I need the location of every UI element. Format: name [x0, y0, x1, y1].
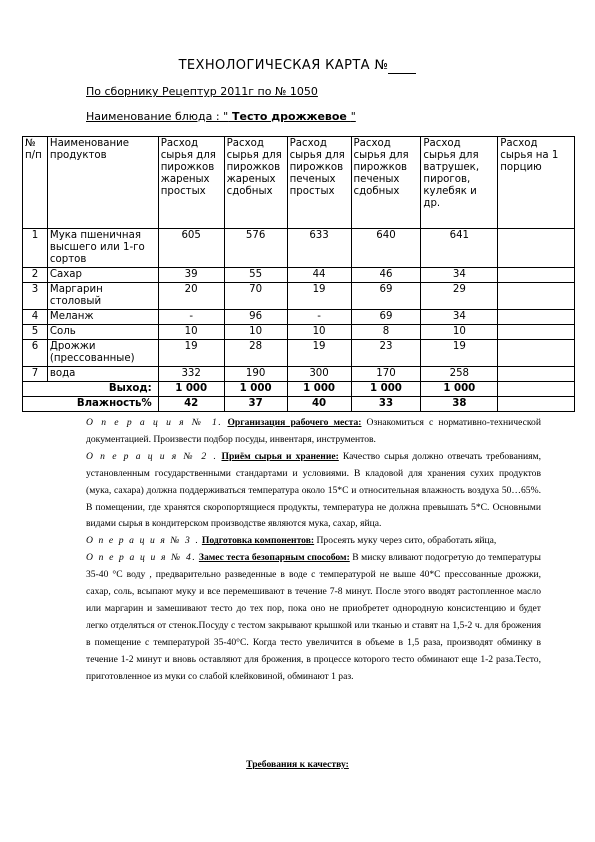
row-product: Маргарин столовый — [47, 283, 158, 310]
doc-title-text: ТЕХНОЛОГИЧЕСКАЯ КАРТА № — [178, 58, 389, 73]
table-row — [23, 229, 575, 268]
humidity-row — [23, 397, 575, 412]
card-number-blank — [388, 58, 416, 74]
col-header-portion: Расход сырья на 1 порцию — [498, 137, 575, 229]
table-row — [23, 310, 575, 325]
row-value: 332 — [158, 367, 224, 382]
operation-4 — [86, 550, 541, 685]
row-value: 300 — [287, 367, 351, 382]
row-value — [498, 340, 575, 367]
row-value: 20 — [158, 283, 224, 310]
operation-1-label: О п е р а ц и я № 1. — [86, 417, 223, 428]
table-row — [23, 283, 575, 310]
row-value: 34 — [421, 310, 498, 325]
humidity-value: 40 — [287, 397, 351, 412]
row-number: 4 — [23, 310, 48, 325]
row-value: 23 — [351, 340, 421, 367]
row-value: 10 — [158, 325, 224, 340]
row-value: 8 — [351, 325, 421, 340]
output-value: 1 000 — [351, 382, 421, 397]
collection-line: По сборнику Рецептур 2011г по № 1050 — [86, 85, 318, 98]
row-value: 46 — [351, 268, 421, 283]
row-value: 19 — [287, 283, 351, 310]
row-value — [498, 310, 575, 325]
row-number: 5 — [23, 325, 48, 340]
row-value: 44 — [287, 268, 351, 283]
row-product: вода — [47, 367, 158, 382]
output-row — [23, 382, 575, 397]
row-value: 10 — [287, 325, 351, 340]
operation-3-label: О п е р а ц и я № 3 . — [86, 535, 200, 547]
row-value: 29 — [421, 283, 498, 310]
row-value: - — [287, 310, 351, 325]
row-value — [498, 229, 575, 268]
row-number: 6 — [23, 340, 48, 367]
row-value: 605 — [158, 229, 224, 268]
operation-2-title: Приём сырья и хранение: — [221, 450, 339, 462]
row-value: 170 — [351, 367, 421, 382]
operations-section — [86, 415, 541, 686]
col-header-baked-simple: Расход сырья для пирожков печеных простых — [287, 137, 351, 229]
row-value: 576 — [224, 229, 287, 268]
row-value: 190 — [224, 367, 287, 382]
row-value: 19 — [158, 340, 224, 367]
row-value: 10 — [421, 325, 498, 340]
row-value: 39 — [158, 268, 224, 283]
humidity-value: 42 — [158, 397, 224, 412]
humidity-value: 37 — [224, 397, 287, 412]
row-value: 10 — [224, 325, 287, 340]
table-row — [23, 340, 575, 367]
operation-2 — [86, 449, 541, 534]
table-row — [23, 325, 575, 340]
row-product: Мука пшеничная высшего или 1-го сортов — [47, 229, 158, 268]
table-header-row — [23, 137, 575, 229]
operation-2-text: Качество сырья должно отвечать требованиям, установленным государственными стандартами и условиями. В кладовой для хранения сухих продуктов (мука, сахара) должна поддерживаться температура около 15*С и относительная влажность воздуха 50…65%. В помещении, где хранятся скоропортящиеся продукты, температура не должна превышать 5*С. Основными видами сырья в кондитерском производстве являются мука, сахар, яйца. — [86, 450, 541, 530]
row-product: Сахар — [47, 268, 158, 283]
dish-suffix: " — [350, 110, 356, 123]
row-value — [498, 367, 575, 382]
dish-prefix: Наименование блюда : " — [86, 110, 229, 123]
row-value: 34 — [421, 268, 498, 283]
operation-1-text: Ознакомиться с нормативно-технической документацией. Произвести подбор посуды, инвентаря, инструментов. — [86, 417, 541, 445]
col-header-product: Наименование продуктов — [47, 137, 158, 229]
row-value: 96 — [224, 310, 287, 325]
col-header-baked-rich: Расход сырья для пирожков печеных сдобных — [351, 137, 421, 229]
humidity-value: 33 — [351, 397, 421, 412]
row-value: 28 — [224, 340, 287, 367]
row-number: 2 — [23, 268, 48, 283]
doc-title — [0, 58, 595, 74]
dish-name-line — [86, 110, 356, 123]
operation-4-text: В миску вливают подогретую до температуры 35-40 °С воду , предварительно разведенные в воде с температурой не выше 40*С прессованные дрожжи, сахар, соль, всыпают муку и все перемешивают в течение 7-8 минут. После этого вводят растопленное масло или маргарин и замешивают тесто до тех пор, пока оно не приобретет однородную консистенцию и будет легко отделяться от стенок.Посуду с тестом закрывают крышкой или тканью и ставят на 1,5-2 ч. для брожения в помещение с температурой 35-40°С. Когда тесто увеличится в объеме в 1,5 раза, производят обминку в течение 1-2 минут и вновь оставляют для брожения, в процессе которого тесто обминают еще 1-2 раза.Тесто, приготовленное из муки со слабой клейковиной, обминают 1 раз. — [86, 552, 541, 682]
row-product: Дрожжи (прессованные) — [47, 340, 158, 367]
row-value: 258 — [421, 367, 498, 382]
humidity-value — [498, 397, 575, 412]
operation-3 — [86, 533, 541, 550]
output-value: 1 000 — [158, 382, 224, 397]
humidity-label: Влажность% — [23, 397, 159, 412]
output-value — [498, 382, 575, 397]
row-value: 69 — [351, 310, 421, 325]
col-header-pies: Расход сырья для ватрушек, пирогов, кулебяк и др. — [421, 137, 498, 229]
row-value — [498, 283, 575, 310]
operation-3-text: Просеять муку через сито, обработать яйца, — [314, 535, 497, 547]
quality-requirements-heading: Требования к качеству: — [246, 759, 349, 770]
row-number: 1 — [23, 229, 48, 268]
row-number: 3 — [23, 283, 48, 310]
row-value: 633 — [287, 229, 351, 268]
operation-1 — [86, 415, 541, 449]
row-value: 19 — [421, 340, 498, 367]
col-header-number: № п/п — [23, 137, 48, 229]
operation-1-title: Организация рабочего места: — [227, 417, 362, 428]
output-value: 1 000 — [421, 382, 498, 397]
row-value: - — [158, 310, 224, 325]
col-header-fried-simple: Расход сырья для пирожков жареных простых — [158, 137, 224, 229]
row-value: 70 — [224, 283, 287, 310]
operation-3-title: Подготовка компонентов: — [201, 535, 315, 547]
table-row — [23, 268, 575, 283]
operation-2-label: О п е р а ц и я № 2 . — [86, 450, 218, 462]
row-value — [498, 325, 575, 340]
operation-4-title: Замес теста безопарным способом: — [198, 552, 350, 564]
col-header-fried-rich: Расход сырья для пирожков жареных сдобных — [224, 137, 287, 229]
table-row — [23, 367, 575, 382]
row-value: 640 — [351, 229, 421, 268]
operation-4-label: О п е р а ц и я № 4. — [86, 552, 197, 564]
ingredients-table — [22, 136, 575, 412]
output-label: Выход: — [23, 382, 159, 397]
output-value: 1 000 — [287, 382, 351, 397]
row-number: 7 — [23, 367, 48, 382]
dish-name: Тесто дрожжевое — [228, 110, 351, 123]
humidity-value: 38 — [421, 397, 498, 412]
row-value: 69 — [351, 283, 421, 310]
row-value: 19 — [287, 340, 351, 367]
row-value: 641 — [421, 229, 498, 268]
row-value — [498, 268, 575, 283]
row-product: Соль — [47, 325, 158, 340]
row-value: 55 — [224, 268, 287, 283]
row-product: Меланж — [47, 310, 158, 325]
output-value: 1 000 — [224, 382, 287, 397]
